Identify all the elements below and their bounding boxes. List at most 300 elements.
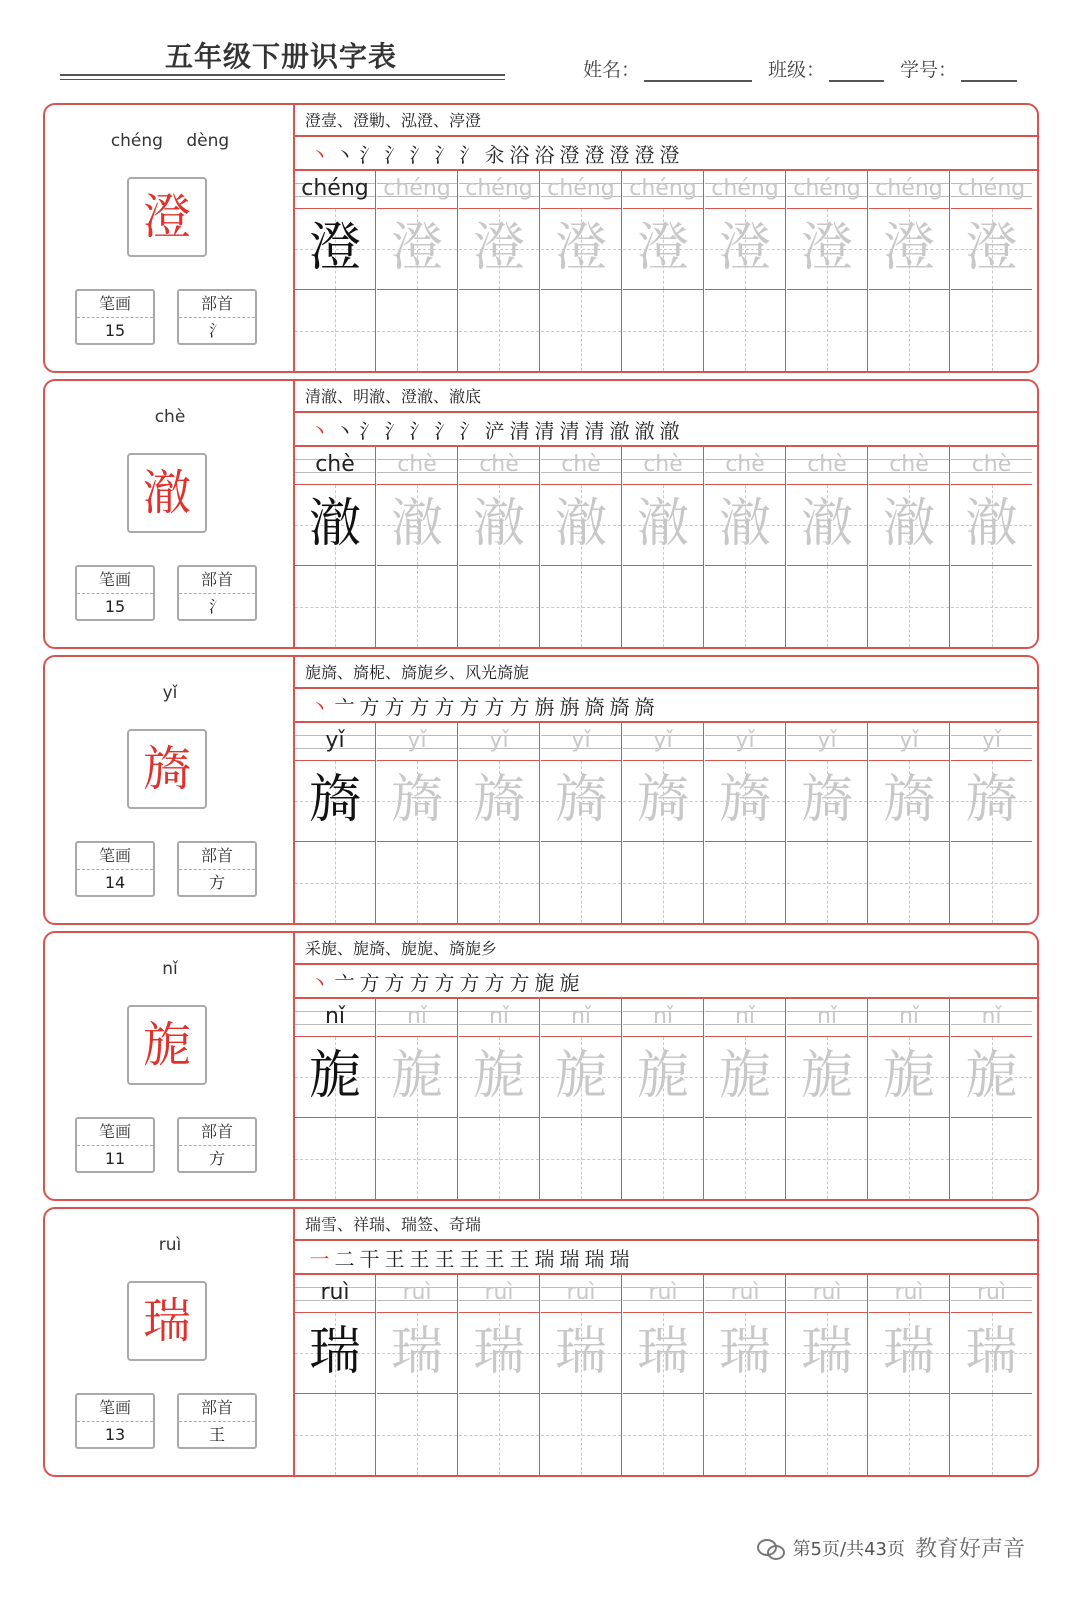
stroke-step: 氵 [384,142,405,167]
practice-column [705,171,786,371]
pinyin-cell[interactable] [705,999,785,1037]
trace-cell[interactable] [295,1313,375,1394]
practice-column [295,171,376,371]
practice-column [705,1275,786,1475]
practice-pinyin: ruì [976,1280,1007,1305]
blank-writing-cell[interactable] [951,1118,1032,1199]
stroke-count-value: 11 [104,1149,126,1168]
blank-writing-cell[interactable] [705,842,785,923]
trace-cell[interactable] [869,209,949,290]
stroke-step: 亠 [334,970,355,995]
practice-column [541,1275,622,1475]
trace-character: 瑞 [882,1322,935,1382]
practice-column [377,171,458,371]
blank-writing-cell[interactable] [623,842,703,923]
trace-cell[interactable] [295,209,375,290]
pinyin-cell[interactable] [869,999,949,1037]
trace-cell[interactable] [459,1313,539,1394]
class-field[interactable] [768,55,884,82]
pinyin-cell[interactable] [951,171,1032,209]
title-underline [60,74,505,76]
character-info-panel [45,381,295,647]
practice-pinyin: ruì [894,1280,924,1305]
pinyin-cell[interactable] [787,999,867,1037]
pinyin-cell[interactable] [951,999,1032,1037]
stroke-step: 澄 [609,142,630,167]
practice-column [787,1275,868,1475]
stroke-step: 方 [409,970,430,995]
practice-column [459,999,540,1199]
pinyin-cell[interactable] [541,447,621,485]
stroke-step: 澄 [634,142,655,167]
trace-cell[interactable] [377,761,457,842]
practice-column [869,447,950,647]
class-blank[interactable] [829,58,884,82]
trace-character: 旎 [800,1046,853,1106]
blank-writing-cell[interactable] [705,290,785,371]
practice-column [377,999,458,1199]
stroke-step: 浴 [509,142,530,167]
pinyin-cell[interactable] [377,999,457,1037]
stroke-step: 瑞 [584,1246,605,1271]
trace-character: 旎 [390,1046,443,1106]
practice-panel [295,1209,1037,1475]
trace-character: 旖 [965,770,1018,830]
trace-character: 旖 [390,770,443,830]
practice-column [705,723,786,923]
trace-character: 澄 [390,218,443,278]
trace-cell[interactable] [951,761,1032,842]
trace-character: 澄 [636,218,689,278]
practice-grid [295,723,1037,923]
pinyin-cell[interactable] [869,723,949,761]
radical-label: 部首 [179,843,255,870]
trace-cell[interactable] [705,761,785,842]
blank-writing-cell[interactable] [459,1118,539,1199]
stroke-step: 王 [509,1246,530,1271]
stroke-step: 浐 [484,418,505,443]
radical-value: 王 [208,1425,225,1444]
blank-writing-cell[interactable] [295,566,375,647]
blank-writing-cell[interactable] [295,1394,375,1475]
character-glyph: 澈 [142,465,191,521]
blank-writing-cell[interactable] [787,842,867,923]
pinyin-cell[interactable] [869,171,949,209]
practice-pinyin: nǐ [898,1004,920,1029]
blank-writing-cell[interactable] [623,566,703,647]
blank-writing-cell[interactable] [623,1394,703,1475]
pinyin-cell[interactable] [459,171,539,209]
trace-cell[interactable] [295,485,375,566]
practice-column [541,447,622,647]
trace-cell[interactable] [623,1037,703,1118]
blank-writing-cell[interactable] [295,290,375,371]
stroke-step: 丶 [309,142,330,167]
blank-writing-cell[interactable] [459,842,539,923]
stroke-count-value: 15 [104,321,126,340]
blank-writing-cell[interactable] [869,1118,949,1199]
practice-pinyin: chéng [465,176,533,201]
stroke-step: 澄 [659,142,680,167]
stroke-step: 干 [359,1246,380,1271]
character-glyph: 旎 [142,1017,191,1073]
blank-writing-cell[interactable] [951,290,1032,371]
stroke-count-value: 15 [104,597,126,616]
pinyin-cell[interactable] [787,447,867,485]
blank-writing-cell[interactable] [541,290,621,371]
name-blank[interactable] [644,58,752,82]
practice-column [951,1275,1032,1475]
stroke-step: 旃 [534,694,555,719]
character-pinyin: yǐ [162,683,178,703]
stroke-step: 旎 [534,970,555,995]
blank-writing-cell[interactable] [951,842,1032,923]
pinyin-cell[interactable] [787,723,867,761]
practice-pinyin: chéng [957,176,1026,201]
trace-cell[interactable] [869,485,949,566]
trace-character: 旎 [718,1046,771,1106]
name-field[interactable] [583,55,752,82]
blank-writing-cell[interactable] [869,842,949,923]
stroke-step: 旖 [584,694,605,719]
stroke-order-row [295,137,1037,171]
practice-column [869,171,950,371]
trace-cell[interactable] [377,1313,457,1394]
page-footer [757,1532,1025,1563]
trace-character: 瑞 [308,1322,361,1382]
practice-column [951,999,1032,1199]
trace-character: 旎 [308,1046,361,1106]
page-title: 五年级下册识字表 [165,40,398,73]
practice-pinyin: yǐ [407,728,427,753]
practice-pinyin: ruì [812,1280,842,1305]
stroke-step: 方 [384,970,405,995]
trace-character: 旖 [472,770,525,830]
stroke-order-row [295,965,1037,999]
practice-panel [295,381,1037,647]
practice-pinyin: ruì [402,1280,432,1305]
blank-writing-cell[interactable] [541,842,621,923]
example-words: 清澈、明澈、澄澈、澈底 [295,381,1037,413]
practice-pinyin: yǐ [899,728,919,753]
radical-value: 方 [208,1149,225,1168]
pinyin-cell[interactable] [951,723,1032,761]
trace-character: 旎 [554,1046,607,1106]
blank-writing-cell[interactable] [951,566,1032,647]
trace-cell[interactable] [787,1313,867,1394]
pinyin-cell[interactable] [377,1275,457,1313]
pinyin-cell[interactable] [623,1275,703,1313]
pinyin-cell[interactable] [541,999,621,1037]
stroke-step: 方 [459,694,480,719]
pinyin-cell[interactable] [295,171,375,209]
trace-cell[interactable] [869,1313,949,1394]
stroke-step: 方 [509,970,530,995]
trace-cell[interactable] [459,485,539,566]
student-id-blank[interactable] [961,58,1017,82]
stroke-step: 清 [584,418,605,443]
practice-pinyin: chéng [301,176,369,201]
stroke-step: 旃 [559,694,580,719]
blank-writing-cell[interactable] [459,566,539,647]
trace-cell[interactable] [623,209,703,290]
pinyin-cell[interactable] [623,723,703,761]
trace-character: 澈 [882,494,935,554]
stroke-step: 方 [409,694,430,719]
stroke-step: 王 [409,1246,430,1271]
practice-pinyin: chè [889,452,929,477]
blank-writing-cell[interactable] [951,1394,1032,1475]
blank-writing-cell[interactable] [459,290,539,371]
trace-character: 旎 [636,1046,689,1106]
practice-column [951,723,1032,923]
character-info-panel [45,933,295,1199]
practice-pinyin: yǐ [489,728,509,753]
stroke-order-row [295,689,1037,723]
blank-writing-cell[interactable] [295,842,375,923]
stroke-step: 丶 [334,142,355,167]
blank-writing-cell[interactable] [541,566,621,647]
practice-column [295,1275,376,1475]
stroke-step: 澄 [584,142,605,167]
trace-cell[interactable] [541,485,621,566]
stroke-step: 王 [484,1246,505,1271]
student-id-label: 学号： [900,59,958,81]
practice-pinyin: nǐ [816,1004,838,1029]
stroke-step: 清 [559,418,580,443]
trace-cell[interactable] [623,761,703,842]
trace-cell[interactable] [541,1037,621,1118]
stroke-step: 瑞 [609,1246,630,1271]
practice-panel [295,105,1037,371]
pinyin-cell[interactable] [541,723,621,761]
trace-character: 澈 [800,494,853,554]
trace-cell[interactable] [623,485,703,566]
radical-value: 方 [208,873,225,892]
radical-label: 部首 [179,291,255,318]
practice-column [869,723,950,923]
blank-writing-cell[interactable] [295,1118,375,1199]
character-card [43,103,1039,373]
trace-cell[interactable] [787,761,867,842]
pinyin-cell[interactable] [869,1275,949,1313]
practice-pinyin: chéng [711,176,779,201]
blank-writing-cell[interactable] [541,1394,621,1475]
stroke-step: 氵 [409,142,430,167]
page-number: 第5页/共43页 [792,1538,905,1560]
stroke-step: 方 [434,970,455,995]
trace-character: 瑞 [636,1322,689,1382]
pinyin-cell[interactable] [377,447,457,485]
blank-writing-cell[interactable] [377,1118,457,1199]
stroke-step: 旖 [634,694,655,719]
blank-writing-cell[interactable] [377,842,457,923]
character-box [127,177,207,257]
trace-cell[interactable] [295,761,375,842]
stroke-count-box [75,1117,155,1173]
stroke-step: 氵 [384,418,405,443]
practice-column [295,999,376,1199]
trace-cell[interactable] [459,1037,539,1118]
trace-character: 澈 [308,494,361,554]
trace-character: 澈 [390,494,443,554]
pinyin-cell[interactable] [623,999,703,1037]
blank-writing-cell[interactable] [623,1118,703,1199]
practice-pinyin: ruì [648,1280,678,1305]
practice-grid [295,447,1037,647]
pinyin-cell[interactable] [787,171,867,209]
trace-character: 澈 [472,494,525,554]
pinyin-cell[interactable] [541,171,621,209]
blank-writing-cell[interactable] [377,566,457,647]
pinyin-cell[interactable] [295,1275,375,1313]
trace-cell[interactable] [705,485,785,566]
character-info-panel [45,1209,295,1475]
blank-writing-cell[interactable] [377,1394,457,1475]
stroke-step: 王 [434,1246,455,1271]
stroke-step: 澄 [559,142,580,167]
trace-character: 澄 [882,218,935,278]
trace-character: 澄 [472,218,525,278]
practice-pinyin: nǐ [488,1004,510,1029]
stroke-step: 二 [334,1246,355,1271]
practice-column [623,723,704,923]
trace-cell[interactable] [951,1037,1032,1118]
stroke-count-label: 笔画 [77,843,153,870]
character-info-panel [45,105,295,371]
radical-box [177,565,257,621]
character-glyph: 旖 [142,741,191,797]
blank-writing-cell[interactable] [541,1118,621,1199]
trace-cell[interactable] [869,1037,949,1118]
pinyin-cell[interactable] [459,1275,539,1313]
pinyin-cell[interactable] [377,723,457,761]
blank-writing-cell[interactable] [377,290,457,371]
trace-cell[interactable] [705,1313,785,1394]
practice-pinyin: chè [807,452,847,477]
character-pinyin: chè [154,407,186,427]
stroke-step: 澈 [609,418,630,443]
pinyin-cell[interactable] [541,1275,621,1313]
stroke-count-label: 笔画 [77,1395,153,1422]
trace-cell[interactable] [951,209,1032,290]
blank-writing-cell[interactable] [459,1394,539,1475]
trace-cell[interactable] [295,1037,375,1118]
trace-cell[interactable] [951,1313,1032,1394]
blank-writing-cell[interactable] [869,566,949,647]
pinyin-cell[interactable] [295,999,375,1037]
blank-writing-cell[interactable] [787,1118,867,1199]
pinyin-cell[interactable] [459,447,539,485]
stroke-step: 王 [384,1246,405,1271]
blank-writing-cell[interactable] [705,566,785,647]
pinyin-cell[interactable] [869,447,949,485]
pinyin-cell[interactable] [705,447,785,485]
practice-pinyin: ruì [484,1280,514,1305]
stroke-step: 方 [459,970,480,995]
blank-writing-cell[interactable] [869,290,949,371]
trace-cell[interactable] [623,1313,703,1394]
trace-character: 旎 [472,1046,525,1106]
blank-writing-cell[interactable] [787,290,867,371]
practice-column [869,1275,950,1475]
blank-writing-cell[interactable] [623,290,703,371]
pinyin-cell[interactable] [705,171,785,209]
trace-cell[interactable] [869,761,949,842]
pinyin-cell[interactable] [951,447,1032,485]
practice-column [541,999,622,1199]
stroke-step: 清 [534,418,555,443]
trace-cell[interactable] [459,761,539,842]
trace-character: 澈 [718,494,771,554]
stroke-step: 亠 [334,694,355,719]
pinyin-cell[interactable] [295,447,375,485]
practice-pinyin: chè [643,452,683,477]
practice-pinyin: chè [561,452,601,477]
student-id-field[interactable] [900,55,1017,82]
trace-cell[interactable] [951,485,1032,566]
stroke-count-value: 13 [104,1425,126,1444]
pinyin-cell[interactable] [705,723,785,761]
stroke-step: 汆 [484,142,505,167]
pinyin-cell[interactable] [459,723,539,761]
example-words: 澄壹、澄勦、泓澄、渟澄 [295,105,1037,137]
practice-grid [295,1275,1037,1475]
worksheet-header [0,0,1080,95]
trace-cell[interactable] [377,209,457,290]
trace-cell[interactable] [705,1037,785,1118]
trace-cell[interactable] [787,485,867,566]
stroke-count-box [75,289,155,345]
pinyin-cell[interactable] [623,447,703,485]
blank-writing-cell[interactable] [787,1394,867,1475]
character-card [43,655,1039,925]
trace-character: 澄 [718,218,771,278]
pinyin-cell[interactable] [705,1275,785,1313]
stroke-step: 氵 [434,418,455,443]
stroke-step: 旎 [559,970,580,995]
trace-cell[interactable] [377,485,457,566]
trace-cell[interactable] [541,761,621,842]
pinyin-cell[interactable] [623,171,703,209]
pinyin-cell[interactable] [295,723,375,761]
pinyin-cell[interactable] [377,171,457,209]
pinyin-cell[interactable] [951,1275,1032,1313]
brand-watermark: 教育好声音 [914,1537,1025,1562]
blank-writing-cell[interactable] [705,1394,785,1475]
practice-pinyin: chéng [793,176,861,201]
trace-cell[interactable] [377,1037,457,1118]
radical-label: 部首 [179,567,255,594]
pinyin-cell[interactable] [787,1275,867,1313]
trace-character: 瑞 [965,1322,1018,1382]
trace-cell[interactable] [459,209,539,290]
trace-cell[interactable] [787,1037,867,1118]
trace-cell[interactable] [541,209,621,290]
practice-pinyin: chè [397,452,437,477]
trace-cell[interactable] [541,1313,621,1394]
practice-column [541,171,622,371]
blank-writing-cell[interactable] [787,566,867,647]
trace-cell[interactable] [705,209,785,290]
trace-cell[interactable] [787,209,867,290]
pinyin-cell[interactable] [459,999,539,1037]
blank-writing-cell[interactable] [869,1394,949,1475]
example-words: 旎旖、旖柅、旖旎乡、风光旖旎 [295,657,1037,689]
blank-writing-cell[interactable] [705,1118,785,1199]
stroke-step: 氵 [459,418,480,443]
stroke-step: 氵 [359,142,380,167]
